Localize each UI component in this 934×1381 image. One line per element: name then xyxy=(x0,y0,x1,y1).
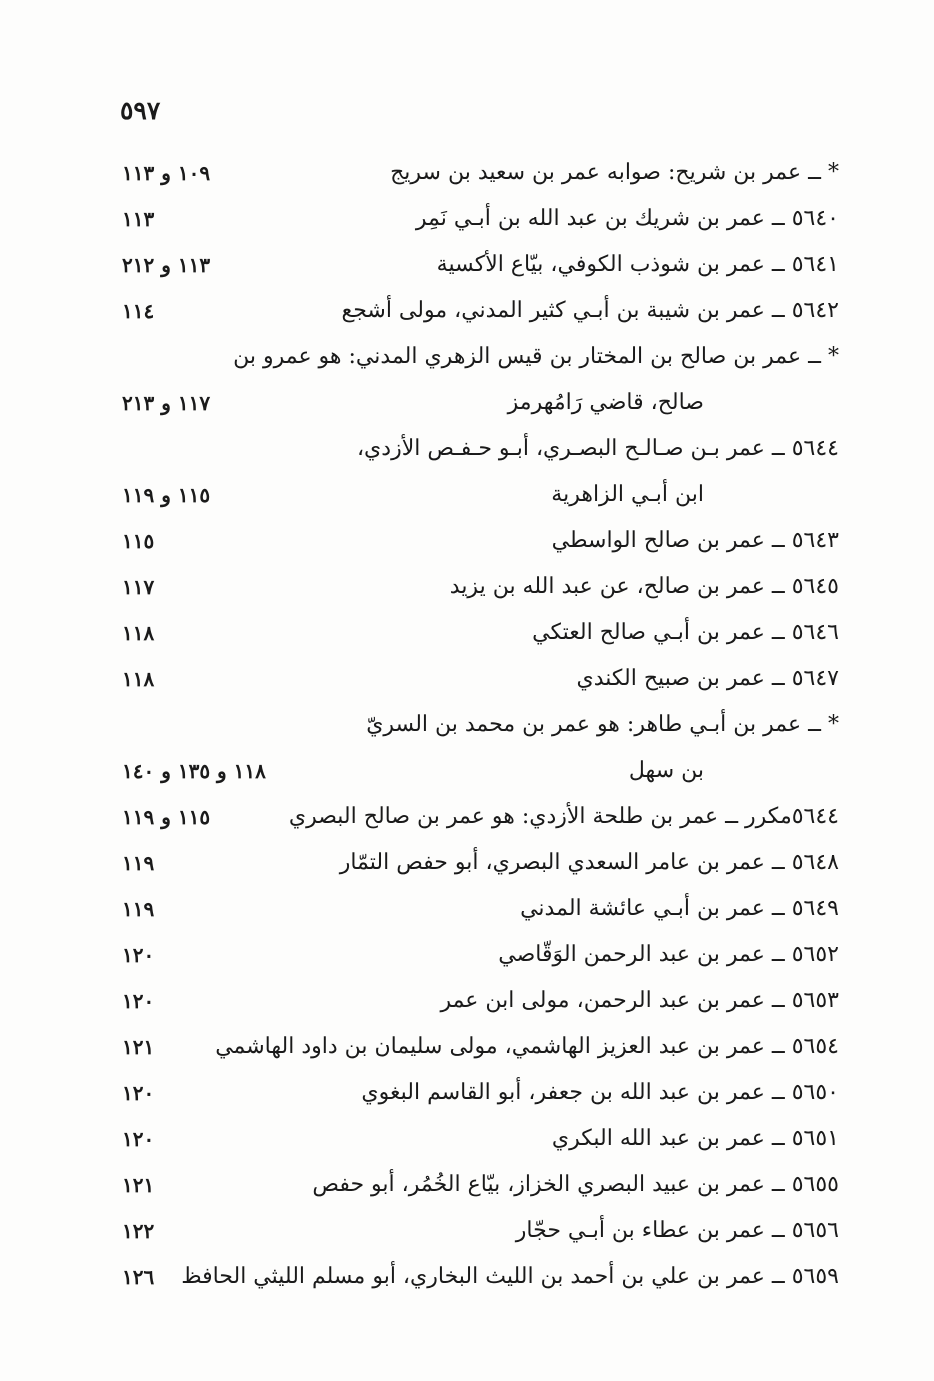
entry-page-refs: ١١٨ xyxy=(122,667,155,691)
index-entry xyxy=(0,1072,934,1118)
index-entry xyxy=(0,428,934,474)
index-entry xyxy=(0,980,934,1026)
entry-page-refs: ١٢٢ xyxy=(122,1219,155,1243)
entry-text: * ــ عمر بن أبـي طاهر: هو عمر بن محمد بن السريّ xyxy=(366,712,839,737)
index-entry xyxy=(0,152,934,198)
entry-text: * ــ عمر بن شريح: صوابه عمر بن سعيد بن سريج xyxy=(390,160,839,185)
entry-text: ٥٦٥٦ ــ عمر بن عطاء بن أبـي حجّار xyxy=(515,1218,839,1243)
entry-text: ٥٦٥٠ ــ عمر بن عبد الله بن جعفر، أبو القاسم البغوي xyxy=(361,1080,839,1105)
entry-text: ٥٦٤٤مكرر ــ عمر بن طلحة الأزدي: هو عمر بن صالح البصري xyxy=(288,804,839,829)
entry-text: ٥٦٥٩ ــ عمر بن علي بن أحمد بن الليث البخاري، أبو مسلم الليثي الحافظ xyxy=(181,1264,839,1289)
index-entry xyxy=(0,1118,934,1164)
index-entry xyxy=(0,612,934,658)
entry-text: ابن أبـي الزاهرية xyxy=(551,482,704,507)
index-entry xyxy=(0,1210,934,1256)
index-entry xyxy=(0,658,934,704)
entry-page-refs: ١٠٩ و ١١٣ xyxy=(122,161,211,185)
entry-page-refs: ١١٥ xyxy=(122,529,155,553)
entry-page-refs: ١١٤ xyxy=(122,299,155,323)
entry-text: ٥٦٥٣ ــ عمر بن عبد الرحمن، مولى ابن عمر xyxy=(440,988,839,1013)
entry-page-refs: ١٢٠ xyxy=(122,1127,155,1151)
entry-page-refs: ١٢٠ xyxy=(122,989,155,1013)
index-entries xyxy=(0,152,934,1302)
entry-page-refs: ١٢٠ xyxy=(122,943,155,967)
entry-text: ٥٦٤٠ ــ عمر بن شريك بن عبد الله بن أبـي نَمِر xyxy=(415,206,839,231)
index-entry xyxy=(0,244,934,290)
entry-page-refs: ١٢١ xyxy=(122,1173,155,1197)
entry-page-refs: ١٢٠ xyxy=(122,1081,155,1105)
entry-text: بن سهل xyxy=(628,758,704,783)
index-entry-continuation xyxy=(0,750,934,796)
entry-text: ٥٦٤٩ ــ عمر بن أبـي عائشة المدني xyxy=(520,896,839,921)
index-entry-continuation xyxy=(0,474,934,520)
entry-page-refs: ١١٥ و ١١٩ xyxy=(122,805,211,829)
index-entry xyxy=(0,1256,934,1302)
entry-page-refs: ١١٥ و ١١٩ xyxy=(122,483,211,507)
entry-text: صالح، قاضي رَامُهرمز xyxy=(507,390,704,415)
entry-page-refs: ١١٨ و ١٣٥ و ١٤٠ xyxy=(122,759,266,783)
entry-text: ٥٦٤٢ ــ عمر بن شيبة بن أبـي كثير المدني، مولى أشجع xyxy=(341,298,839,323)
index-entry xyxy=(0,796,934,842)
entry-page-refs: ١١٧ و ٢١٣ xyxy=(122,391,211,415)
index-entry xyxy=(0,842,934,888)
entry-page-refs: ١٢٦ xyxy=(122,1265,155,1289)
entry-page-refs: ١١٣ xyxy=(122,207,155,231)
index-entry xyxy=(0,1026,934,1072)
entry-page-refs: ١١٣ و ٢١٢ xyxy=(122,253,211,277)
entry-page-refs: ١١٧ xyxy=(122,575,155,599)
entry-page-refs: ١١٩ xyxy=(122,851,155,875)
entry-page-refs: ١٢١ xyxy=(122,1035,155,1059)
entry-text: ٥٦٤٦ ــ عمر بن أبـي صالح العتكي xyxy=(532,620,839,645)
index-entry xyxy=(0,198,934,244)
entry-text: ٥٦٥٤ ــ عمر بن عبد العزيز الهاشمي، مولى سليمان بن داود الهاشمي xyxy=(215,1034,839,1059)
index-entry xyxy=(0,1164,934,1210)
entry-text: ٥٦٤٨ ــ عمر بن عامر السعدي البصري، أبو حفص التمّار xyxy=(339,850,839,875)
index-entry xyxy=(0,566,934,612)
entry-text: ٥٦٤٣ ــ عمر بن صالح الواسطي xyxy=(551,528,839,553)
index-entry xyxy=(0,888,934,934)
entry-text: ٥٦٥٢ ــ عمر بن عبد الرحمن الوَقّاصي xyxy=(498,942,839,967)
entry-text: ٥٦٥٥ ــ عمر بن عبيد البصري الخزاز، بيّاع الخُمُر، أبو حفص xyxy=(312,1172,839,1197)
index-entry xyxy=(0,704,934,750)
index-entry xyxy=(0,934,934,980)
entry-page-refs: ١١٩ xyxy=(122,897,155,921)
entry-text: ٥٦٤٧ ــ عمر بن صبيح الكندي xyxy=(576,666,839,691)
entry-page-refs: ١١٨ xyxy=(122,621,155,645)
index-entry xyxy=(0,520,934,566)
entry-text: ٥٦٥١ ــ عمر بن عبد الله البكري xyxy=(551,1126,839,1151)
entry-text: ٥٦٤٥ ــ عمر بن صالح، عن عبد الله بن يزيد xyxy=(449,574,839,599)
index-entry xyxy=(0,336,934,382)
index-entry-continuation xyxy=(0,382,934,428)
entry-text: ٥٦٤٤ ــ عمر بـن صـالـح البصـري، أبـو حـفـص الأزدي، xyxy=(356,436,839,461)
entry-text: * ــ عمر بن صالح بن المختار بن قيس الزهري المدني: هو عمرو بن xyxy=(233,344,839,369)
index-entry xyxy=(0,290,934,336)
page-number: ٥٩٧ xyxy=(120,96,161,125)
entry-text: ٥٦٤١ ــ عمر بن شوذب الكوفي، بيّاع الأكسية xyxy=(436,252,839,277)
